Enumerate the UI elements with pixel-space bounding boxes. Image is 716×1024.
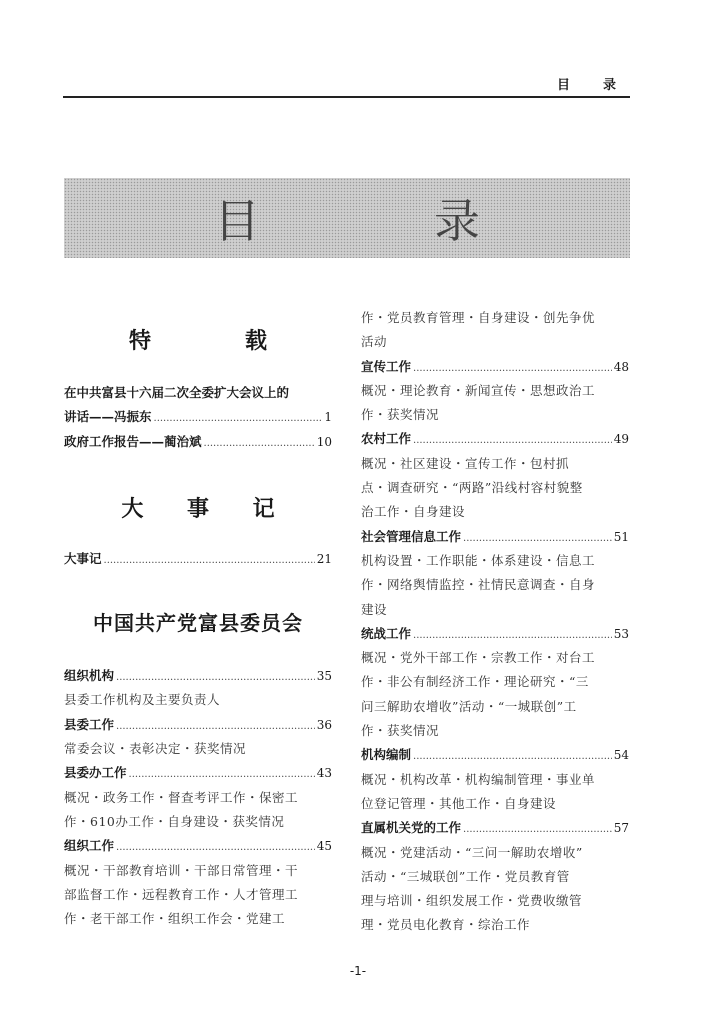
toc-entry-label: 讲话——冯振东 (64, 409, 152, 425)
toc-subtopics: 作・非公有制经济工作・理论研究・“三 (361, 674, 589, 690)
toc-page-number: 54 (613, 748, 629, 763)
toc-subtopics: 位登记管理・其他工作・自身建设 (361, 795, 557, 811)
toc-subtopics: 县委工作机构及主要负责人 (64, 692, 221, 708)
toc-page-number: 43 (316, 766, 332, 781)
toc-entry-label: 统战工作 (361, 625, 412, 641)
toc-subtopics: 点・调查研究・“两路”沿线村容村貌整 (361, 480, 583, 496)
toc-entry-label: 大事记 (64, 550, 102, 566)
dot-leader (463, 818, 612, 840)
toc-subtopics: 理・党员电化教育・综治工作 (361, 917, 531, 933)
toc-subtopics: 部监督工作・远程教育工作・人才管理工 (64, 886, 299, 902)
dot-leader (413, 429, 612, 451)
toc-subtopics: 活动 (361, 334, 388, 350)
toc-entry-label: 农村工作 (361, 431, 412, 447)
dot-leader (129, 763, 315, 785)
section-heading: 中国共产党富县委员会 (93, 611, 303, 636)
toc-subtopics: 作・网络舆情监控・社情民意调查・自身 (361, 577, 596, 593)
toc-subtopics: 机构设置・工作职能・体系建设・信息工 (361, 552, 596, 568)
toc-page-number: 1 (324, 410, 332, 425)
toc-page-number: 10 (316, 434, 332, 449)
toc-entry-label: 宣传工作 (361, 358, 412, 374)
right-column (361, 306, 629, 938)
dot-leader (116, 715, 315, 737)
toc-subtopics: 概况・政务工作・督查考评工作・保密工 (64, 789, 299, 805)
toc-entry-label: 直属机关党的工作 (361, 820, 462, 836)
dot-leader (104, 549, 315, 571)
dot-leader (413, 745, 612, 767)
toc-entry (64, 761, 332, 785)
toc-page-number: 35 (316, 669, 332, 684)
toc-page-number: 45 (316, 839, 332, 854)
toc-entry (64, 664, 332, 688)
toc-subtopics: 作・老干部工作・组织工作会・党建工 (64, 911, 286, 927)
toc-page-number: 51 (613, 529, 629, 544)
dot-leader (154, 407, 323, 429)
toc-subtopics: 作・获奖情况 (361, 723, 440, 739)
page-title: 目 录 (214, 194, 544, 248)
toc-entry (361, 525, 629, 549)
toc-subtopics: 概况・党建活动・“三问一解助农增收” (361, 844, 583, 860)
toc-entry (64, 713, 332, 737)
toc-subtopics: 常委会议・表彰决定・获奖情况 (64, 741, 247, 757)
dot-leader (413, 357, 612, 379)
toc-entry-label: 组织机构 (64, 668, 115, 684)
section-heading: 大 事 记 (121, 496, 293, 522)
toc-entry-label: 组织工作 (64, 838, 115, 854)
page-number: -1- (349, 964, 367, 978)
toc-entry-label: 社会管理信息工作 (361, 528, 462, 544)
toc-entry (64, 834, 332, 858)
toc-page-number: 36 (316, 717, 332, 732)
running-head: 目 录 (556, 78, 626, 93)
toc-entry (361, 743, 629, 767)
toc-subtopics: 作・获奖情况 (361, 407, 440, 423)
toc-entry (361, 355, 629, 379)
toc-entry-label: 政府工作报告——蔺治斌 (64, 433, 202, 449)
dot-leader (463, 527, 612, 549)
title-banner (64, 178, 630, 258)
toc-subtopics: 概况・社区建设・宣传工作・包村抓 (361, 455, 570, 471)
dot-leader (413, 624, 612, 646)
toc-subtopics: 作・党员教育管理・自身建设・创先争优 (361, 310, 596, 325)
toc-subtopics: 活动・“三城联创”工作・党员教育管 (361, 868, 570, 884)
toc-entry-label: 县委工作 (64, 716, 115, 732)
toc-entry (64, 405, 332, 429)
toc-page-number: 48 (613, 359, 629, 374)
toc-entry (64, 547, 332, 571)
toc-page-number: 53 (613, 626, 629, 641)
dot-leader (116, 666, 315, 688)
toc-entry (64, 430, 332, 454)
dot-leader (116, 836, 315, 858)
section-heading: 特 载 (128, 329, 303, 354)
toc-subtopics: 建设 (361, 601, 388, 617)
toc-entry-label: 机构编制 (361, 747, 412, 763)
header-rule (63, 96, 630, 98)
toc-entry-text: 在中共富县十六届二次全委扩大会议上的 (64, 385, 290, 400)
toc-entry-label: 县委办工作 (64, 765, 127, 781)
toc-subtopics: 问三解助农增收”活动・“一城联创”工 (361, 698, 577, 714)
toc-subtopics: 概况・干部教育培训・干部日常管理・干 (64, 862, 299, 878)
toc-subtopics: 理与培训・组织发展工作・党费收缴管 (361, 893, 583, 909)
toc-page-number: 57 (613, 821, 629, 836)
toc-page-number: 21 (316, 551, 332, 566)
dot-leader (204, 432, 315, 454)
toc-subtopics: 概况・党外干部工作・宗教工作・对台工 (361, 650, 596, 666)
toc-page-number: 49 (613, 432, 629, 447)
toc-subtopics: 概况・理论教育・新闻宣传・思想政治工 (361, 382, 596, 398)
toc-subtopics: 作・610办工作・自身建设・获奖情况 (64, 813, 285, 829)
toc-subtopics: 治工作・自身建设 (361, 504, 466, 520)
left-column (64, 300, 332, 931)
toc-entry (361, 622, 629, 646)
toc-subtopics: 概况・机构改革・机构编制管理・事业单 (361, 771, 596, 787)
toc-entry (361, 427, 629, 451)
toc-entry (361, 816, 629, 840)
